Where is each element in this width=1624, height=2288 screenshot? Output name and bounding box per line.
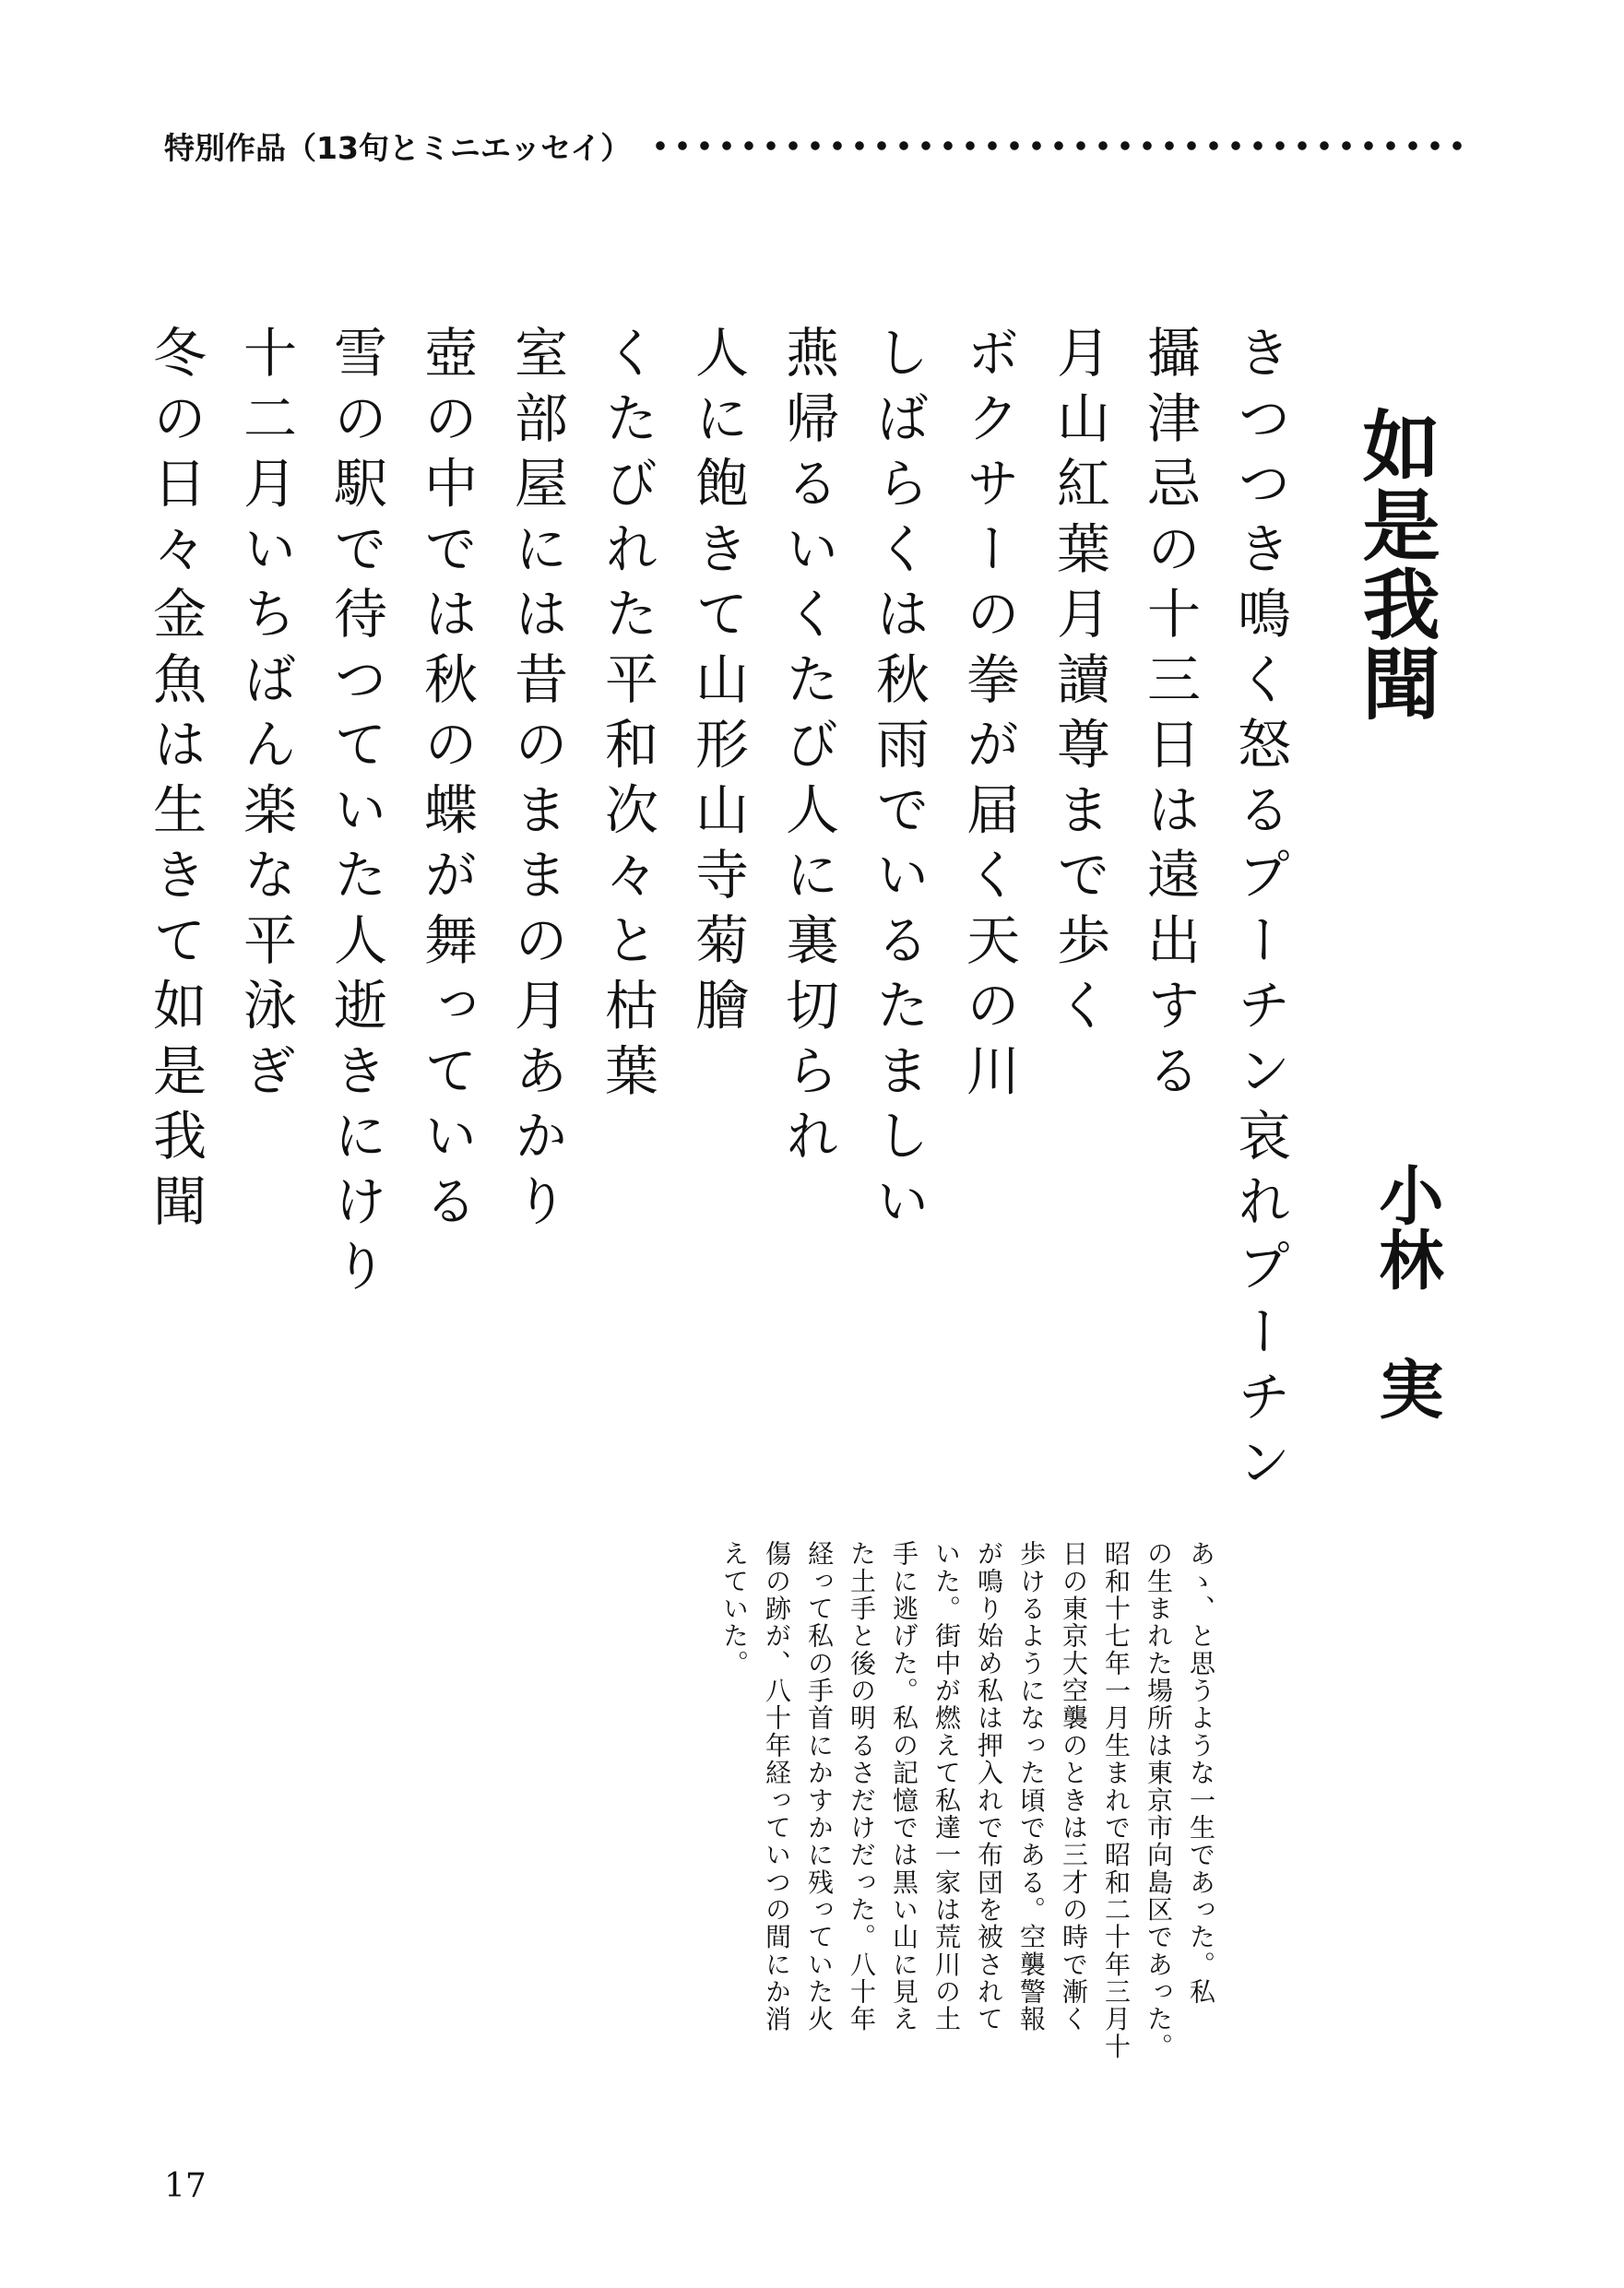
haiku-line: 月山紅葉月讀尊まで歩く (1048, 325, 1110, 1043)
author-name (1365, 1162, 1448, 1420)
essay-line: 傷の跡が、八十年経っていつの間にか消 (762, 1540, 792, 2033)
essay-line: 日の東京大空襲のときは三才の時で漸く (1059, 1540, 1089, 2033)
haiku-line: 人に飽きて山形山寺菊膾 (686, 325, 749, 1043)
essay-line: 昭和十七年一月生まれで昭和二十年三月十 (1101, 1540, 1132, 2060)
essay-line: が鳴り始め私は押入れで布団を被されて (974, 1540, 1004, 2033)
essay-line: あゝ、と思うような一生であった。私 (1186, 1540, 1216, 2006)
essay-line: 手に逃げた。私の記憶では黒い山に見え (889, 1540, 919, 2033)
essay-line: た土手と後の明るさだけだった。八十年 (847, 1540, 877, 2033)
haiku-line: 壺の中では秋の蝶が舞っている (415, 325, 478, 1239)
haiku-line: 燕帰るいくたび人に裏切られ (776, 325, 839, 1173)
essay-line: えていた。 (719, 1540, 750, 1677)
header-title: 特別作品（13句とミニエッセイ） (164, 129, 632, 166)
haiku-list (144, 325, 1305, 1500)
essay-line: 経って私の手首にかすかに残っていた火 (804, 1540, 835, 2033)
work-title: 如是我聞 (1350, 406, 1441, 723)
haiku-line: しばらくは秋雨でいるたましい (867, 325, 930, 1239)
essay-line: 歩けるようになった頃である。空襲警報 (1016, 1540, 1047, 2033)
page-header (164, 118, 1474, 173)
essay-line: の生まれた場所は東京市向島区であった。 (1144, 1540, 1174, 2060)
haiku-line: 室部屋には昔のままの月あかり (505, 325, 568, 1239)
essay-line: いた。街中が燃えて私達一家は荒川の土 (931, 1540, 962, 2033)
dotted-leader (649, 141, 1474, 150)
page-number: 17 (164, 2167, 207, 2205)
haiku-line: 攝津忌の十三日は遠出する (1138, 325, 1201, 1108)
author-family-name: 小林 (1369, 1162, 1445, 1291)
haiku-line: くたびれた平和次々と枯葉 (596, 325, 658, 1108)
mini-essay (521, 1540, 1222, 2278)
haiku-line: 雪の駅で待つていた人逝きにけり (325, 325, 387, 1304)
haiku-line: ボクサーの拳が届く天の川 (957, 325, 1020, 1108)
haiku-line: 十二月いちばん楽な平泳ぎ (234, 325, 297, 1108)
haiku-line: 冬の日々金魚は生きて如是我聞 (144, 325, 207, 1239)
author-given-name: 実 (1369, 1356, 1445, 1420)
haiku-line: きつつき鳴く怒るプーチン哀れプーチン (1228, 325, 1291, 1500)
